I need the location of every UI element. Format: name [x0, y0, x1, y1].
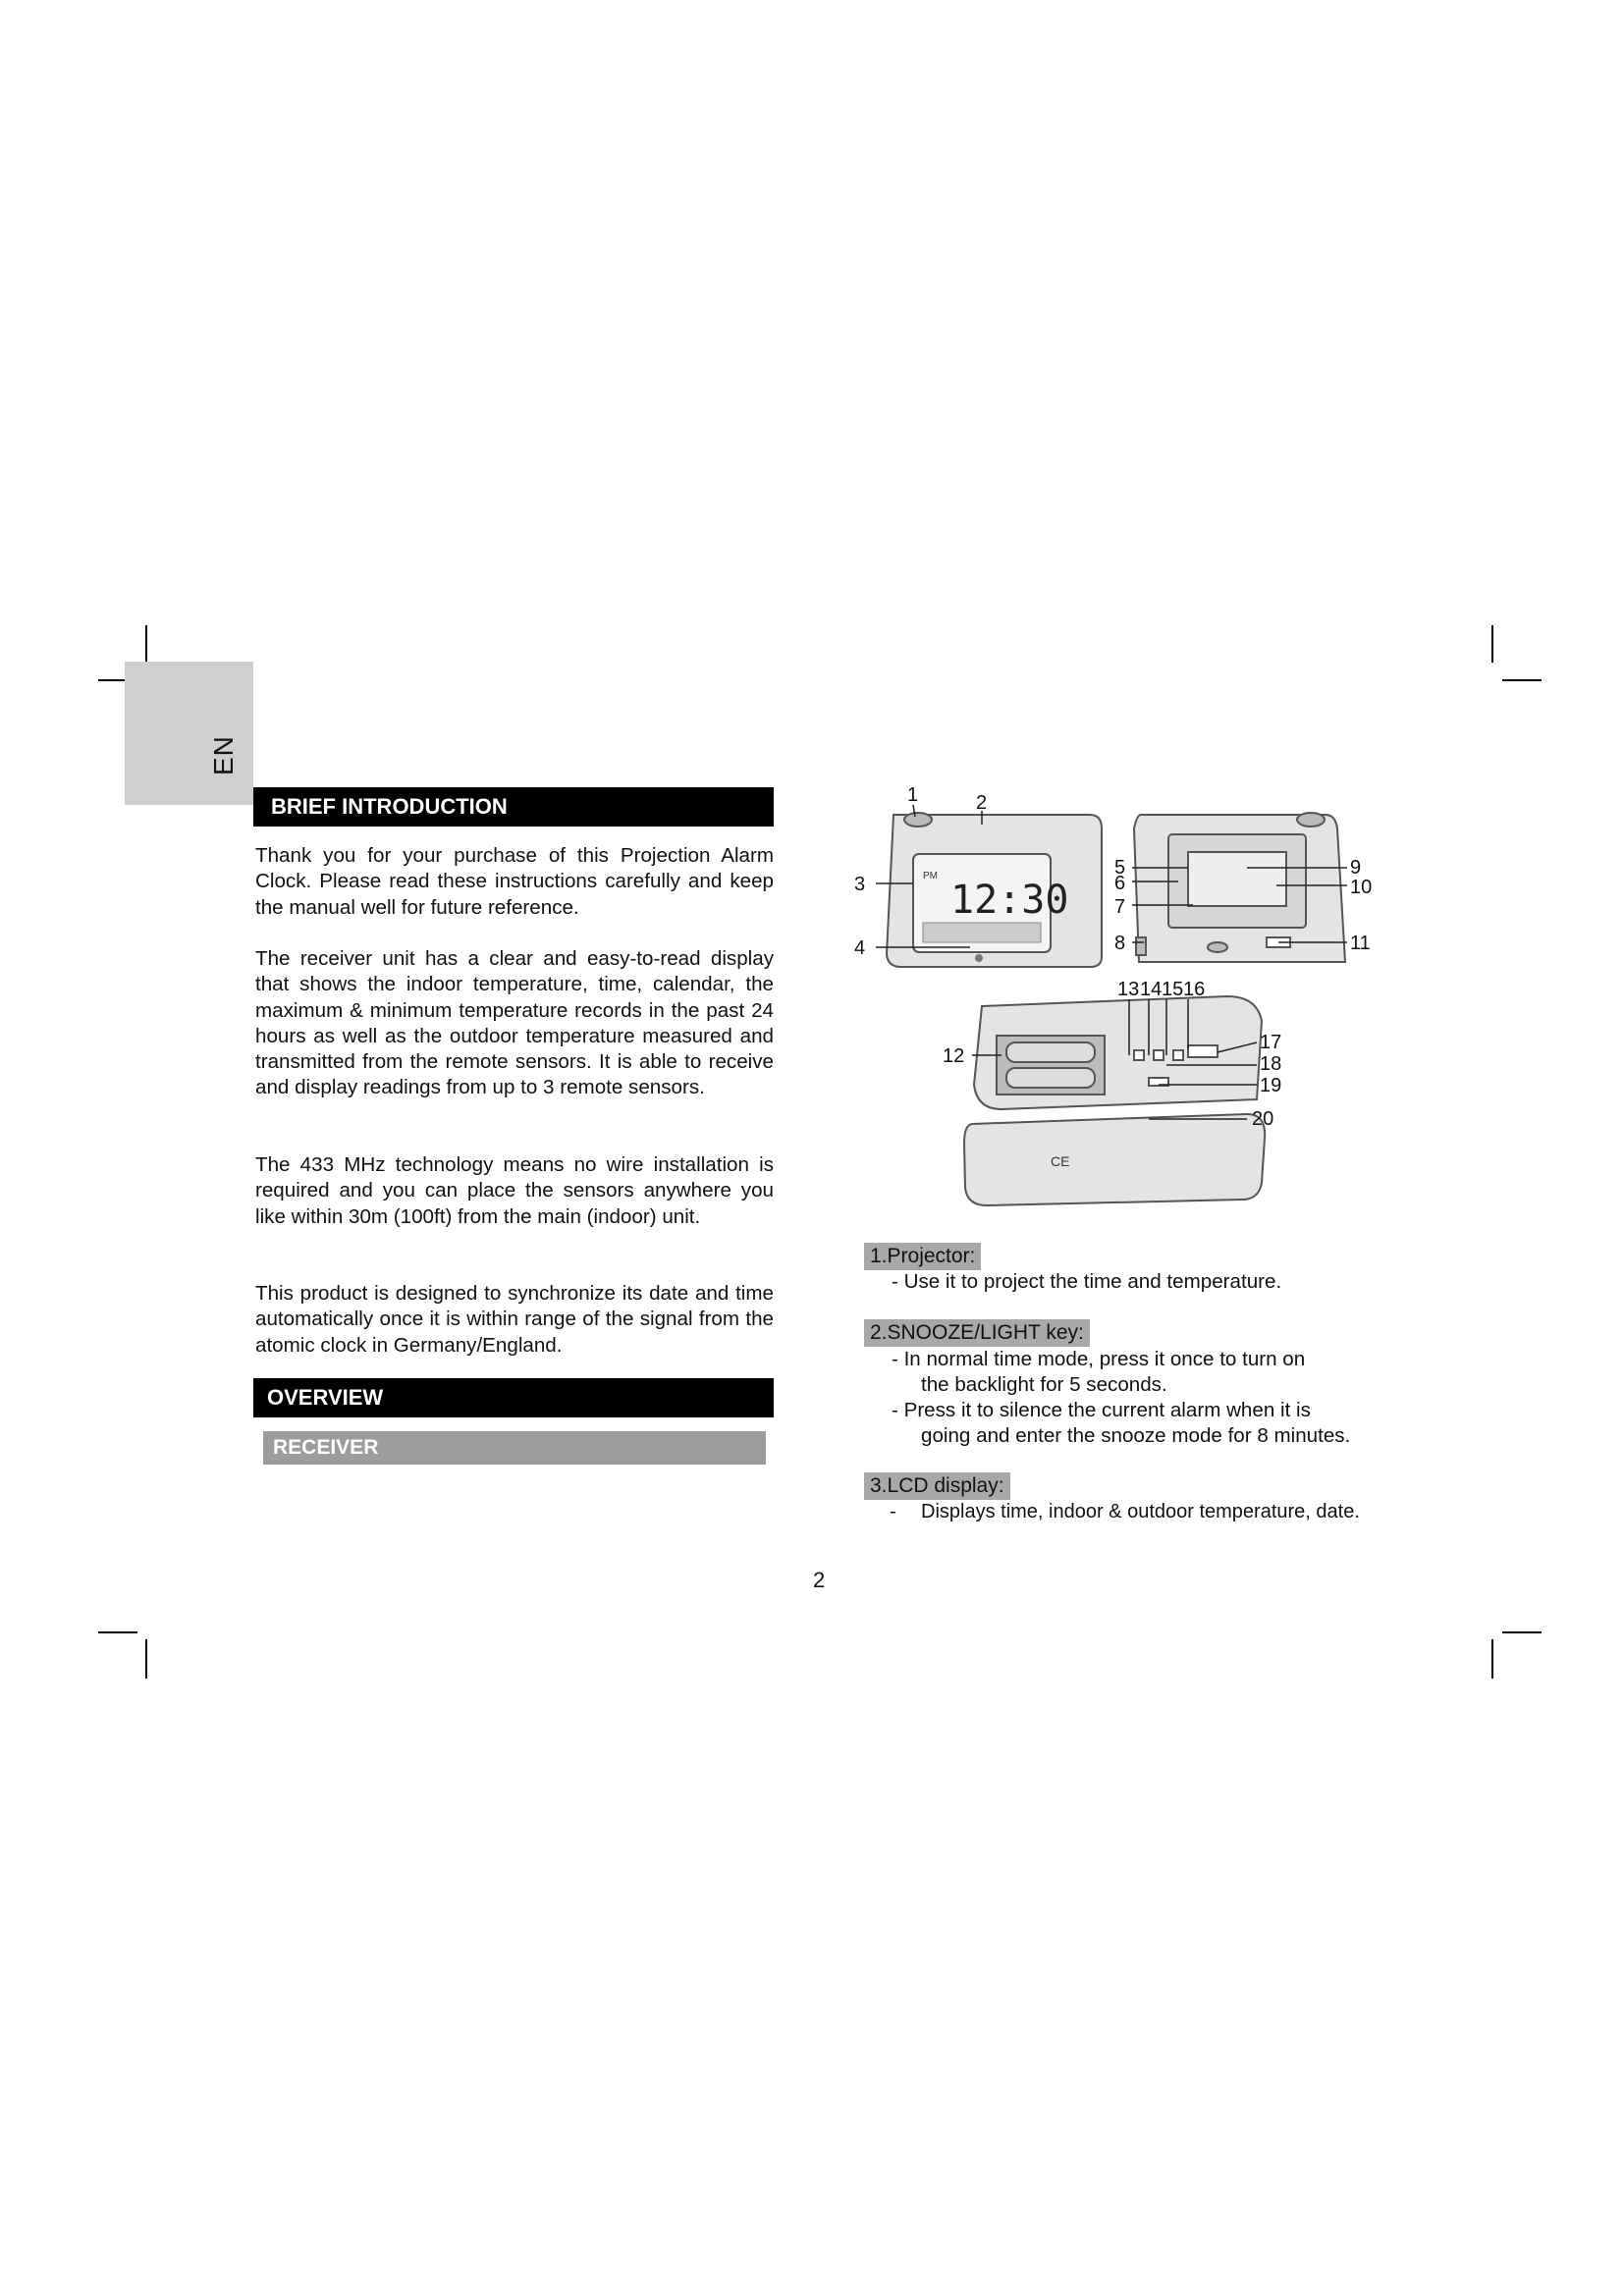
callout-19: 19: [1260, 1075, 1282, 1096]
crop-mark: [145, 1639, 147, 1679]
part-item: - In normal time mode, press it once to turn on: [892, 1348, 1306, 1370]
crop-mark: [1502, 1631, 1542, 1633]
part-item: - Press it to silence the current alarm when it is: [892, 1399, 1311, 1421]
callout-11: 11: [1350, 933, 1371, 954]
lcd-time: 12:30: [950, 878, 1069, 923]
bottom-view: [964, 996, 1265, 1205]
callout-18: 18: [1260, 1053, 1282, 1075]
intro-paragraph: The 433 MHz technology means no wire installation is required and you can place the sensors anywhere you like within 30m (100ft) from the main (indoor) unit.: [255, 1153, 774, 1228]
callout-2: 2: [976, 792, 988, 814]
part-item: Displays time, indoor & outdoor temperature, date.: [921, 1501, 1360, 1522]
callout-4: 4: [854, 937, 866, 959]
callout-1: 1: [907, 785, 919, 806]
callout-13: 13: [1117, 979, 1140, 1000]
part-item: - Use it to project the time and temperature.: [892, 1270, 1282, 1293]
part-header-snooze-light-key: 2.SNOOZE/LIGHT key:: [864, 1319, 1090, 1347]
callout-5: 5: [1114, 857, 1126, 879]
crop-mark: [1491, 1639, 1493, 1679]
part-item: the backlight for 5 seconds.: [921, 1373, 1167, 1396]
callout-9: 9: [1350, 857, 1362, 879]
section-title-brief-introduction: BRIEF INTRODUCTION: [253, 787, 774, 827]
callout-20: 20: [1252, 1108, 1274, 1130]
intro-paragraph: The receiver unit has a clear and easy-to-read display that shows the indoor temperature, time, calendar, the maximum & minimum temperature records in the past 24 hours as well as the outdoor temperature measured and transmitted from the remote sensors. It is able to receive and display readings from up to 3 remote sensors.: [255, 947, 774, 1099]
callout-14: 14: [1140, 979, 1163, 1000]
section-title-overview: OVERVIEW: [253, 1378, 774, 1417]
receiver-diagram: [854, 785, 1404, 1237]
crop-mark: [1491, 625, 1493, 663]
callout-8: 8: [1114, 933, 1126, 954]
callout-10: 10: [1350, 877, 1373, 898]
crop-mark: [145, 625, 147, 663]
intro-paragraph: This product is designed to synchronize its date and time automatically once it is within range of the signal from the atomic clock in Germany/England.: [255, 1282, 774, 1357]
crop-mark: [1502, 679, 1542, 681]
language-tab: [125, 662, 253, 805]
part-item-dash: -: [890, 1500, 896, 1522]
callout-16: 16: [1183, 979, 1206, 1000]
part-item: going and enter the snooze mode for 8 minutes.: [921, 1424, 1351, 1447]
callout-15: 15: [1162, 979, 1184, 1000]
svg-text:CE: CE: [1051, 1153, 1070, 1169]
section-subtitle-receiver: RECEIVER: [263, 1431, 766, 1465]
lcd-pm: PM: [923, 871, 938, 881]
intro-paragraph: Thank you for your purchase of this Projection Alarm Clock. Please read these instructions carefully and keep the manual well for future reference.: [255, 844, 774, 919]
callout-12: 12: [943, 1045, 965, 1067]
back-view: [1134, 813, 1345, 962]
part-header-lcd-display: 3.LCD display:: [864, 1472, 1010, 1500]
callout-6: 6: [1114, 873, 1126, 894]
page-number: 2: [813, 1568, 826, 1592]
callout-17: 17: [1260, 1032, 1282, 1053]
language-tab-label: EN: [208, 735, 239, 775]
crop-mark: [98, 1631, 137, 1633]
callout-7: 7: [1114, 896, 1126, 918]
callout-3: 3: [854, 874, 866, 895]
part-header-projector: 1.Projector:: [864, 1243, 981, 1270]
